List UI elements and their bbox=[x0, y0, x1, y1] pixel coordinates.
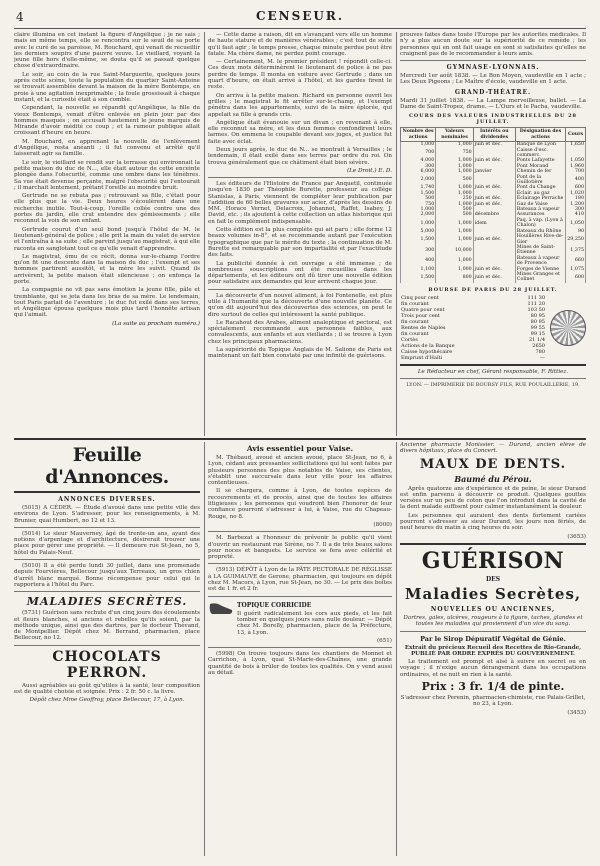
annonce: Aussi agréables au goût qu'utiles à la santé, leur composition est de qualité choisie et soignée. Prix : 2 fr. 50 c. la livre. bbox=[14, 682, 200, 696]
cours-cell: Pont de la Guillotière bbox=[515, 175, 565, 186]
cours-cell bbox=[566, 148, 586, 159]
cours-cell: 1,000 bbox=[436, 229, 473, 234]
cours-cell: 1,375 bbox=[566, 245, 586, 256]
cours-cell: juin et déc. bbox=[473, 142, 515, 148]
bourse-label: Caisse hypothécaire bbox=[401, 348, 453, 355]
cours-cell: juin et déc. bbox=[473, 267, 515, 272]
bourse-table bbox=[400, 295, 546, 361]
cours-cell: Pont du Change bbox=[515, 185, 565, 190]
annonce: Les personnes qui auraient des dents fortement cariées pourront s'adresser au sieur Durand, les jours non fériés, de neuf heures du matin à cinq heures du soir. bbox=[400, 512, 586, 532]
masthead bbox=[14, 8, 586, 29]
article-paragraph: prouves faites dans toute l'Europe par les autorités médicales. Il n'y a plus aucun doute sur la supériorité de ce remède ; les personnes qui en ont fait usage en sont si satisfaites qu'elles ne craignent pas de le recommander à leurs amis. bbox=[400, 32, 586, 57]
cours-cell: décembre bbox=[473, 212, 515, 217]
cours-cell: 500 bbox=[436, 212, 473, 217]
cours-cell: 250 bbox=[436, 196, 473, 201]
bourse-label: Cinq pour cent bbox=[401, 294, 439, 301]
divider bbox=[14, 591, 200, 592]
cours-cell: 1,075 bbox=[566, 267, 586, 272]
cours-row bbox=[401, 218, 586, 229]
bourse-value: — bbox=[540, 354, 545, 361]
annonce: M. Thébaud, avoué et ancien avoué, place St-Jean, no 6, à Lyon, cédant aux pressantes sollicitations qui lui sont faites par plusieurs personnes des plus notables de Vaise, ses clientes, s'établit une succursale dans leur ville pour les affaires contentieuses. bbox=[208, 455, 392, 487]
annonce-depot: Dépôt chez Mme Geoffroy, place Bellecour, 17, à Lyon. bbox=[29, 697, 185, 704]
cours-cell: Pont Morand bbox=[515, 164, 565, 169]
cours-header-cell: Valeurs nominales bbox=[436, 128, 473, 142]
cours-cell: 1,500 bbox=[401, 191, 436, 196]
article-paragraph: Gertrude courut d'un seul bond jusqu'à l'hôtel de M. le lieutenant-général de police ; elle prit la main du valet de service et l'entraîna à sa suite ; elle parvint jusqu'au magistrat, à qui elle raconta en sanglotant tout ce qu'elle venait d'apprendre. bbox=[14, 226, 200, 252]
cours-cell: 1,200 bbox=[566, 202, 586, 207]
cours-cell: 1,000 bbox=[436, 191, 473, 196]
gymnase-program: Mercredi 1er août 1838. — Le Bon Moyen, vaudeville en 1 acte ; Les Deux Pigeons ; Le Maître d'école, vaudeville en 1 acte. bbox=[400, 73, 586, 86]
vaise-column bbox=[208, 442, 392, 856]
cours-cell: 1,000 bbox=[401, 207, 436, 212]
annonce: (5998) On trouve toujours dans les chantiers de Monnet et Carrichon, à Lyon, quai St-Marie-des-Chaînes, une grande quantité de bois à brûler de toutes les qualités. On y vend aussi au détail. bbox=[208, 651, 392, 677]
cours-cell: 180 bbox=[566, 196, 586, 201]
cours-cell: Éclairage Perrache bbox=[515, 196, 565, 201]
cours-row bbox=[401, 148, 586, 159]
cours-cell: juin et déc. bbox=[473, 202, 515, 207]
cours-cell: 2,000 bbox=[401, 175, 436, 186]
bourse-value: 103 50 bbox=[527, 306, 545, 313]
column-rule bbox=[204, 442, 205, 856]
bourse-value: 111 30 bbox=[527, 294, 545, 301]
cours-cell: 400 bbox=[401, 256, 436, 267]
article-paragraph: Le Racahout des Arabes, aliment analeptique et pectoral, est spécialement recommandé aux personnes faibles, aux convalescents, aux enfants et aux vieillards ; il se trouve à Lyon chez les principaux pharmaciens. bbox=[208, 319, 392, 345]
cours-cell: 750 bbox=[436, 148, 473, 159]
cours-cell: Ponts Lafayette bbox=[515, 158, 565, 163]
cours-cell bbox=[473, 175, 515, 186]
cours-cell: juin et déc. bbox=[473, 185, 515, 190]
cours-cell: 1,740 bbox=[401, 185, 436, 190]
cours-cell: 1,650 bbox=[566, 142, 586, 148]
listings-column bbox=[400, 32, 586, 436]
divider bbox=[14, 527, 200, 528]
article-paragraph: On arriva à la petite maison. Richard en personne ouvrit les grilles ; le magistrat le fit arrêter sur-le-champ, et l'exempt pénétra dans les appartements, suivi de la mère éplorée, qui appelait sa fille à grands cris. bbox=[208, 92, 392, 118]
cours-cell: Caisse d'esc. commerc. bbox=[515, 148, 565, 159]
cours-cell bbox=[473, 256, 515, 267]
annonce-number: (651) bbox=[376, 637, 392, 644]
maux-de-dents-title: MAUX DE DENTS. bbox=[419, 456, 567, 472]
cours-cell: 1,500 bbox=[401, 272, 436, 283]
article-paragraph: — Cette dame a raison, dit en s'avançant vers elle un homme de haute stature et de manières vénérables ; c'est tout de suite qu'il faut agir ; le temps presse, chaque minute perdue peut être fatale. Ma chère dame, ne perdez point courage. bbox=[208, 32, 392, 57]
annonce: (5014) Le sieur Mauverney, âgé de trente-un ans, ayant des notions d'arpentage et d'architecture, désirerait trouver une place pour gérer une propriété. — Il demeure rue St-Jean, no 5, hôtel du Palais-Neuf. bbox=[14, 530, 200, 556]
cours-cell: 10,000 bbox=[436, 245, 473, 256]
cours-cell: 1,000 bbox=[401, 142, 436, 148]
grand-theatre-program: Mardi 31 juillet 1838. — La Lampe merveilleuse, ballet. — La Dame de Saint-Tropez, drame. — L'Ours et le Pacha, vaudeville. bbox=[400, 97, 586, 111]
chocolats-perron-banner: CHOCOLATS PERRON. bbox=[52, 648, 162, 681]
annonce-number: (3653) bbox=[567, 533, 586, 540]
cours-cell: Bateaux à vapeur bbox=[515, 207, 565, 212]
article-paragraph: La découverte d'un nouvel aliment, à foi Fontenelle, est plus utile à l'humanité que la découverte d'une nouvelle planète. Ce qu'on dit aujourd'hui des découvertes des sciences, on peut le dire surtout de celles qui intéressent la santé publique. bbox=[208, 292, 392, 318]
cours-table bbox=[400, 127, 586, 282]
cours-cell: juin et déc. bbox=[473, 196, 515, 201]
divider bbox=[14, 559, 200, 560]
cours-cell: 700 bbox=[566, 169, 586, 174]
divider bbox=[208, 289, 392, 290]
feuilleton-column bbox=[14, 32, 200, 434]
cours-cell: 1,050 bbox=[566, 218, 586, 229]
article-paragraph: Cependant, la nouvelle se répandit qu'Angélique, la fille du vieux Bontemps, venait d'être enlevée en plein jour par des hommes masqués ; on accusait hautement le jeune marquis de Mirande d'avoir médité ce coup ; et la rumeur publique allait croissant d'heure en heure. bbox=[14, 105, 200, 137]
article-paragraph: La publicité donnée à cet ouvrage a été immense ; de nombreuses souscriptions ont été recueillies dans les départements, et les éditeurs ont dû tirer une nouvelle édition pour satisfaire aux demandes qui leur arrivent chaque jour. bbox=[208, 260, 392, 286]
cours-cell: 1,000 bbox=[436, 256, 473, 267]
bourse-label: fin courant bbox=[401, 300, 429, 307]
article-paragraph: Angélique était évanouie sur un divan ; en revenant à elle, elle reconnut sa mère, et les deux femmes confondirent leurs larmes. On emmena le coupable devant ses juges, et justice fut faite avec éclat. bbox=[208, 119, 392, 145]
cours-row bbox=[401, 245, 586, 256]
divider bbox=[400, 60, 586, 61]
imprimerie-line: LYON. — IMPRIMERIE DE BOURSY FILS, RUE POULAILLERIE, 19. bbox=[406, 382, 580, 389]
cours-cell: juin et déc. bbox=[473, 272, 515, 283]
cours-cell: 1,000 bbox=[436, 164, 473, 169]
annonce: (5913) DÉPÔT à Lyon de la PÂTE PECTORALE DE RÉGLISSE à LA GUIMAUVE de Gerone, pharmacien, qui toujours en dépôt chez M. Macors, à Lyon, rue St-Jean, no 30. — Le prix des boîtes est de 1 fr. et 2 fr. bbox=[208, 567, 392, 593]
cours-cell: Éclair. au gaz bbox=[515, 191, 565, 196]
cours-cell: 1,000 bbox=[436, 267, 473, 272]
bourse-value: 2650 bbox=[532, 342, 545, 349]
news-column bbox=[208, 32, 392, 434]
cours-cell: 600 bbox=[566, 272, 586, 283]
bourse-label: Cortès bbox=[401, 336, 418, 343]
column-rule bbox=[204, 32, 205, 436]
cours-cell: 1,050 bbox=[566, 158, 586, 163]
bourse-value: 111 20 bbox=[527, 300, 545, 307]
article-paragraph: Gertrude ne se rebuta pas ; retrouvant sa fille, c'était pour elle plus que la vie. Deux heures s'écoulèrent dans une recherche inutile. Tout-à-coup, l'oreille collée contre une des portes du jardin, elle crut entendre des gémissements ; elle reconnut la voix de son enfant. bbox=[14, 193, 200, 225]
bourse-value: 99 55 bbox=[530, 324, 545, 331]
cours-header-cell: Intérêts ou dividendes bbox=[473, 128, 515, 142]
article-paragraph: La supériorité du Topique Anglais de M. Salione de Paris est maintenant un fait bien constaté par une infinité de guérisons. bbox=[208, 347, 392, 360]
maux-de-dents-subtitle: Baumé du Pérou. bbox=[454, 473, 532, 484]
cours-cell: juin et déc. bbox=[473, 234, 515, 245]
cours-heading: COURS DES VALEURS INDUSTRIELLES DU 28 JUILLET. bbox=[408, 113, 578, 126]
annonces-diverses-heading: ANNONCES DIVERSES. bbox=[58, 496, 156, 503]
cours-cell: 90 bbox=[566, 229, 586, 234]
guerison-maladies-title: Maladies Secrètes, bbox=[404, 584, 582, 603]
cours-cell: 2,000 bbox=[401, 212, 436, 217]
cours-cell: 1,000 bbox=[436, 234, 473, 245]
annonce: (5010) Il a été perdu lundi 30 juillet, dans une promenade depuis Fourvières, Bellecour jusqu'aux Terreaux, un gros chien d'arrêt blanc marqué. Bonne récompense pour celui qui le rapportera à l'hôtel du Parc. bbox=[14, 563, 200, 588]
cours-cell: 29,250 bbox=[566, 234, 586, 245]
cours-cell: idem bbox=[473, 218, 515, 229]
bourse-ornament bbox=[550, 310, 586, 346]
guerison-description: Dartres, gales, ulcères, rougeurs à la figure, taches, glandes et toutes les maladies qui proviennent d'un vice du sang. bbox=[403, 614, 583, 628]
bourse-value: 80 95 bbox=[530, 318, 545, 325]
divider bbox=[400, 364, 586, 366]
cours-cell: janvier bbox=[473, 169, 515, 174]
newspaper-page bbox=[14, 8, 586, 858]
paper-name: CENSEUR. bbox=[255, 9, 345, 23]
bourse-value: 780 bbox=[535, 348, 545, 355]
divider bbox=[400, 378, 586, 379]
cours-cell: Paq. à vap. (Lyon à Chalon) bbox=[515, 218, 565, 229]
bourse-label: Trois pour cent bbox=[401, 312, 440, 319]
divider bbox=[14, 491, 200, 493]
column-rule bbox=[396, 32, 397, 436]
cours-cell: 300 bbox=[401, 164, 436, 169]
bourse-label: fin courant bbox=[401, 318, 429, 325]
divider bbox=[208, 563, 392, 564]
annonce-number: (3453) bbox=[567, 709, 586, 716]
remedies-column bbox=[400, 442, 586, 856]
cours-header-cell: Désignation des actions bbox=[515, 128, 565, 142]
article-signature: (La suite au prochain numéro.) bbox=[112, 320, 200, 327]
guerison-title: GUÉRISON bbox=[421, 547, 565, 574]
article-paragraph: Le magistrat, ému de ce récit, donna sur-le-champ l'ordre qu'on fit une descente dans la maison du duc ; l'exempt et ses hommes partirent aussitôt, et la mère les suivit. Quand ils arrivèrent, la petite maison était silencieuse ; on enfonça la porte. bbox=[14, 253, 200, 285]
page-number: 4 bbox=[16, 10, 24, 24]
cours-cell: 600 bbox=[566, 185, 586, 190]
cours-cell: 660 bbox=[566, 256, 586, 267]
cours-cell: 6,000 bbox=[401, 169, 436, 174]
feuille-annonces-title: Feuille d'Annonces. bbox=[45, 444, 169, 488]
cours-cell: Bateaux du Rhône bbox=[515, 229, 565, 234]
guerison-paragraph: Le traitement est prompt et aisé à suivre en secret ou en voyage ; il n'exige aucun dérangement dans les occupations ordinaires, et ne nuit en rien à la santé. bbox=[400, 659, 586, 678]
cours-cell: 1,000 bbox=[436, 169, 473, 174]
bourse-label: Emprunt d'Haïti bbox=[401, 354, 443, 361]
cours-cell: 400 bbox=[566, 175, 586, 186]
article-paragraph: claire illumina en cet instant la figure d'Angélique ; je ne sais ; mais en même temps, elle se rencontra sur le seuil de sa porte avec le curé de sa paroisse, M. Rouchard, qui venait de recueillir les derniers soupirs d'une pauvre veuve. Le vieillard, voyant la jeune fille hors d'elle-même, se douta qu'il se passait quelque chose d'extraordinaire. bbox=[14, 32, 200, 70]
article-paragraph: Cette édition est la plus complète qui ait paru ; elle forme 12 beaux volumes in-8°, et se recommande autant par l'exécution typographique que par le mérite du texte ; la continuation de M. Burette est remarquable par son impartialité et par l'exactitude des faits. bbox=[208, 227, 392, 259]
vaise-heading: Avis essentiel pour Vaise. bbox=[246, 444, 354, 453]
article-paragraph: — Certainement, M. le premier président ! répondit celle-ci. Ces deux mots déterminèrent le lieutenant de police à ne pas perdre de temps. Il monta en voiture avec Gertrude ; dans un quart d'heure, on était arrivé à l'hôtel, et les gardes firent le reste. bbox=[208, 59, 392, 91]
gymnase-heading: GYMNASE-LYONNAIS. bbox=[446, 64, 540, 72]
cours-cell: 300 bbox=[401, 245, 436, 256]
article-paragraph: Le soir, le vieillard se rendit sur la terrasse qui environnait la petite maison du duc de N..., elle était autour de cette enceinte plongée dans l'obscurité, comme une ombre dans les ténèbres. Sa vue était devenue perçante, malgré l'obscurité qui l'entourait ; il marchait lentement, prêtant l'oreille au moindre bruit. bbox=[14, 159, 200, 191]
bourse-value: 80 95 bbox=[530, 312, 545, 319]
section-rule bbox=[14, 438, 586, 440]
cours-cell: 750 bbox=[401, 202, 436, 207]
annonce-number: (8000) bbox=[373, 521, 392, 528]
annonce: (5015) A CÉDER. — Étude d'avoué dans une petite ville des environs de Lyon. S'adresser, pour les renseignements, à M. Brunier, quai Humbert, no 12 et 13. bbox=[14, 505, 200, 524]
guerison-price: Prix : 3 fr. 1/4 de pinte. bbox=[421, 680, 565, 694]
annonce: Il guérit radicalement les cors aux pieds, et les fait tomber en quelques jours sans nulle douleur. — Dépôt chez M. Borelly, pharmacien, place de la Préfecture, 13, à Lyon. bbox=[237, 610, 392, 636]
annonce: (5731) Guérison sans rechute d'un cinq jours des écoulements et fleurs blanches, si anciens et rebelles qu'ils soient, par la méthode unique, ainsi que des dartres, par le docteur Thévand, de Montpellier. Dépôt chez M. Berrand, pharmacien, place Bellecour, no 12. bbox=[14, 610, 200, 642]
cours-cell: 500 bbox=[436, 207, 473, 212]
cours-cell: 1,000 bbox=[436, 142, 473, 148]
annonces-column bbox=[14, 442, 200, 856]
topique-heading: TOPIQUE CORRICIDE bbox=[237, 601, 312, 609]
cours-cell: 800 bbox=[436, 272, 473, 283]
divider bbox=[14, 645, 200, 646]
cours-cell: Houillères Rive-de-Gier bbox=[515, 234, 565, 245]
cours-cell: 500 bbox=[401, 196, 436, 201]
cours-cell: 1,500 bbox=[401, 234, 436, 245]
cours-cell: 300 bbox=[566, 207, 586, 212]
cours-cell: Gaz de Vaise bbox=[515, 202, 565, 207]
cours-header-cell: Nombre des actions bbox=[401, 128, 436, 142]
cours-cell: Forges de Vienne bbox=[515, 267, 565, 272]
cours-cell bbox=[473, 245, 515, 256]
guerison-address: S'adresser chez Perenin, pharmacien-chimiste, rue Palais-Grillet, no 23, à Lyon. bbox=[400, 695, 586, 708]
sirop-line: Par le Sirop Dépuratif Végétal de Génie. bbox=[420, 634, 566, 643]
cours-cell: 1,000 bbox=[436, 185, 473, 190]
bourse-value: 21 1/4 bbox=[529, 336, 545, 343]
column-rule bbox=[396, 442, 397, 856]
bourse-row bbox=[400, 355, 546, 361]
cours-cell bbox=[473, 148, 515, 159]
cours-row bbox=[401, 196, 586, 201]
annonce: Après quatorze ans d'expérience et de peine, le sieur Durand est enfin parvenu à découvrir ce produit. Quelques gouttes versées sur un peu de coton que l'on introduit dans la cavité de la dent malade suffisent pour calmer instantanément la douleur. bbox=[400, 485, 586, 511]
article-signature: (Le Droit.) E. D. bbox=[347, 167, 392, 174]
maladies-secretes-banner: MALADIES SECRÈTES. bbox=[26, 595, 188, 609]
bourse-label: fin courant bbox=[401, 330, 429, 337]
grand-theatre-heading: GRAND-THÉATRE. bbox=[454, 88, 532, 96]
extrait-line: Extrait du précieux Recueil des Recettes de Rio-Grande, PUBLIÉ PAR ORDRE EXPRÈS DU GOUVERNEMENT. bbox=[404, 644, 582, 657]
cours-header-cell: Cours bbox=[566, 128, 586, 142]
article-paragraph: Deux jours après, le duc de N... se montrait à Versailles ; le lendemain, il était exilé dans ses terres par ordre du roi. On trouva généralement que ce châtiment était bien sévère. bbox=[208, 147, 392, 166]
cours-cell: 500 bbox=[436, 175, 473, 186]
article-paragraph: M. Rouchard, en apprenant la nouvelle de l'enlèvement d'Angélique, resta anéanti ; il fut convenu et arrêté qu'il laisserait agir sa famille. bbox=[14, 138, 200, 158]
cours-cell: 410 bbox=[566, 212, 586, 217]
bourse-heading: BOURSE DE PARIS DU 28 JUILLET. bbox=[428, 286, 558, 293]
cours-cell: 1,000 bbox=[436, 202, 473, 207]
divider bbox=[208, 596, 392, 597]
cours-row bbox=[401, 175, 586, 186]
cours-cell: 4,000 bbox=[401, 158, 436, 163]
annonce: Il se chargera, comme à Lyon, de toutes espèces de recouvrements et de procès, ainsi que de toutes les affaires litigieuses ; les personnes qui voudront bien l'honorer de leur confiance pourront s'adresser à lui, à Vaise, rue du Chapeau-Rouge, no 8. bbox=[208, 488, 392, 520]
cours-row bbox=[401, 272, 586, 283]
cours-cell: 700 bbox=[401, 148, 436, 159]
cours-cell: 1,000 bbox=[401, 218, 436, 229]
divider bbox=[208, 177, 392, 178]
cours-cell: 5,000 bbox=[401, 229, 436, 234]
cours-cell: Assurances bbox=[515, 212, 565, 217]
cours-cell: Mines de Saint-Étienne bbox=[515, 245, 565, 256]
cours-cell: Banque de Lyon bbox=[515, 142, 565, 148]
cours-cell: 1,000 bbox=[436, 218, 473, 229]
cours-cell: 1,020 bbox=[566, 191, 586, 196]
divider bbox=[400, 631, 586, 632]
cours-cell: 1,960 bbox=[566, 164, 586, 169]
article-paragraph: La compagnie ne vit pas sans émotion la jeune fille, pâle et tremblante, qui se jeta dans les bras de sa mère. Le lendemain, tout Paris parlait de l'aventure ; le duc fut exilé dans ses terres, et Angélique épousa quelques mois plus tard l'honnête artisan qui l'aimait. bbox=[14, 287, 200, 319]
cours-cell: Chemin de fer bbox=[515, 169, 565, 174]
divider bbox=[400, 543, 586, 545]
article-paragraph: Le soir, au coin de la rue Saint-Marguerite, quelques jours après cette scène, toute la population du quartier Saint-Antoine se trouvait assemblée devant la maison de la mère Bontemps, en proie à une agitation inexprimable ; la foule grossissait à chaque instant, et la curiosité était à son comble. bbox=[14, 71, 200, 103]
bourse-value: 99 15 bbox=[530, 330, 545, 337]
divider bbox=[208, 531, 392, 532]
guerison-des: DES bbox=[485, 575, 501, 583]
bourse-label: Rentes de Naples bbox=[401, 324, 446, 331]
annonce: M. Barbezat a l'honneur de prévenir le public qu'il vient d'ouvrir un restaurant rue Sirène, no 7. Il a de très beaux salons pour noces et banquets. Le service se fera avec célérité et propreté. bbox=[208, 535, 392, 561]
cours-cell: Mines Granges et Colinet bbox=[515, 272, 565, 283]
cours-cell: juin et déc. bbox=[473, 158, 515, 163]
divider bbox=[208, 647, 392, 648]
bourse-label: Actions de la Banque bbox=[401, 342, 455, 349]
cours-row bbox=[401, 234, 586, 245]
cours-cell: Bateaux à vapeur de Provence bbox=[515, 256, 565, 267]
foot-illustration-icon bbox=[208, 600, 234, 616]
cours-cell: 1,000 bbox=[436, 158, 473, 163]
redacteur-line: Le Rédacteur en chef, Gérant responsable, F. Rittiez. bbox=[417, 368, 569, 375]
bourse-label: Quatre pour cent bbox=[401, 306, 445, 313]
cours-row bbox=[401, 256, 586, 267]
dentist-intro: Ancienne pharmacie Monissier. — Durand, ancien élève de divers hôpitaux, place du Concert. bbox=[400, 442, 586, 455]
cours-cell: 1,100 bbox=[401, 267, 436, 272]
article-paragraph: Les éditeurs de l'Histoire de France par Anquetil, continuée jusqu'en 1830 par Théophile Burette, professeur au collège Stanislas, à Paris, viennent de compléter leur publication par l'addition de 60 belles gravures sur acier, d'après les dessins de MM. Horace Vernet, Delacroix, Johannot, Raffet, Isabey, J. David, etc. ; ils ajoutent à cette collection un atlas historique qui en fait le complément indispensable. bbox=[208, 180, 392, 225]
guerison-subtitle: NOUVELLES OU ANCIENNES, bbox=[430, 605, 556, 613]
